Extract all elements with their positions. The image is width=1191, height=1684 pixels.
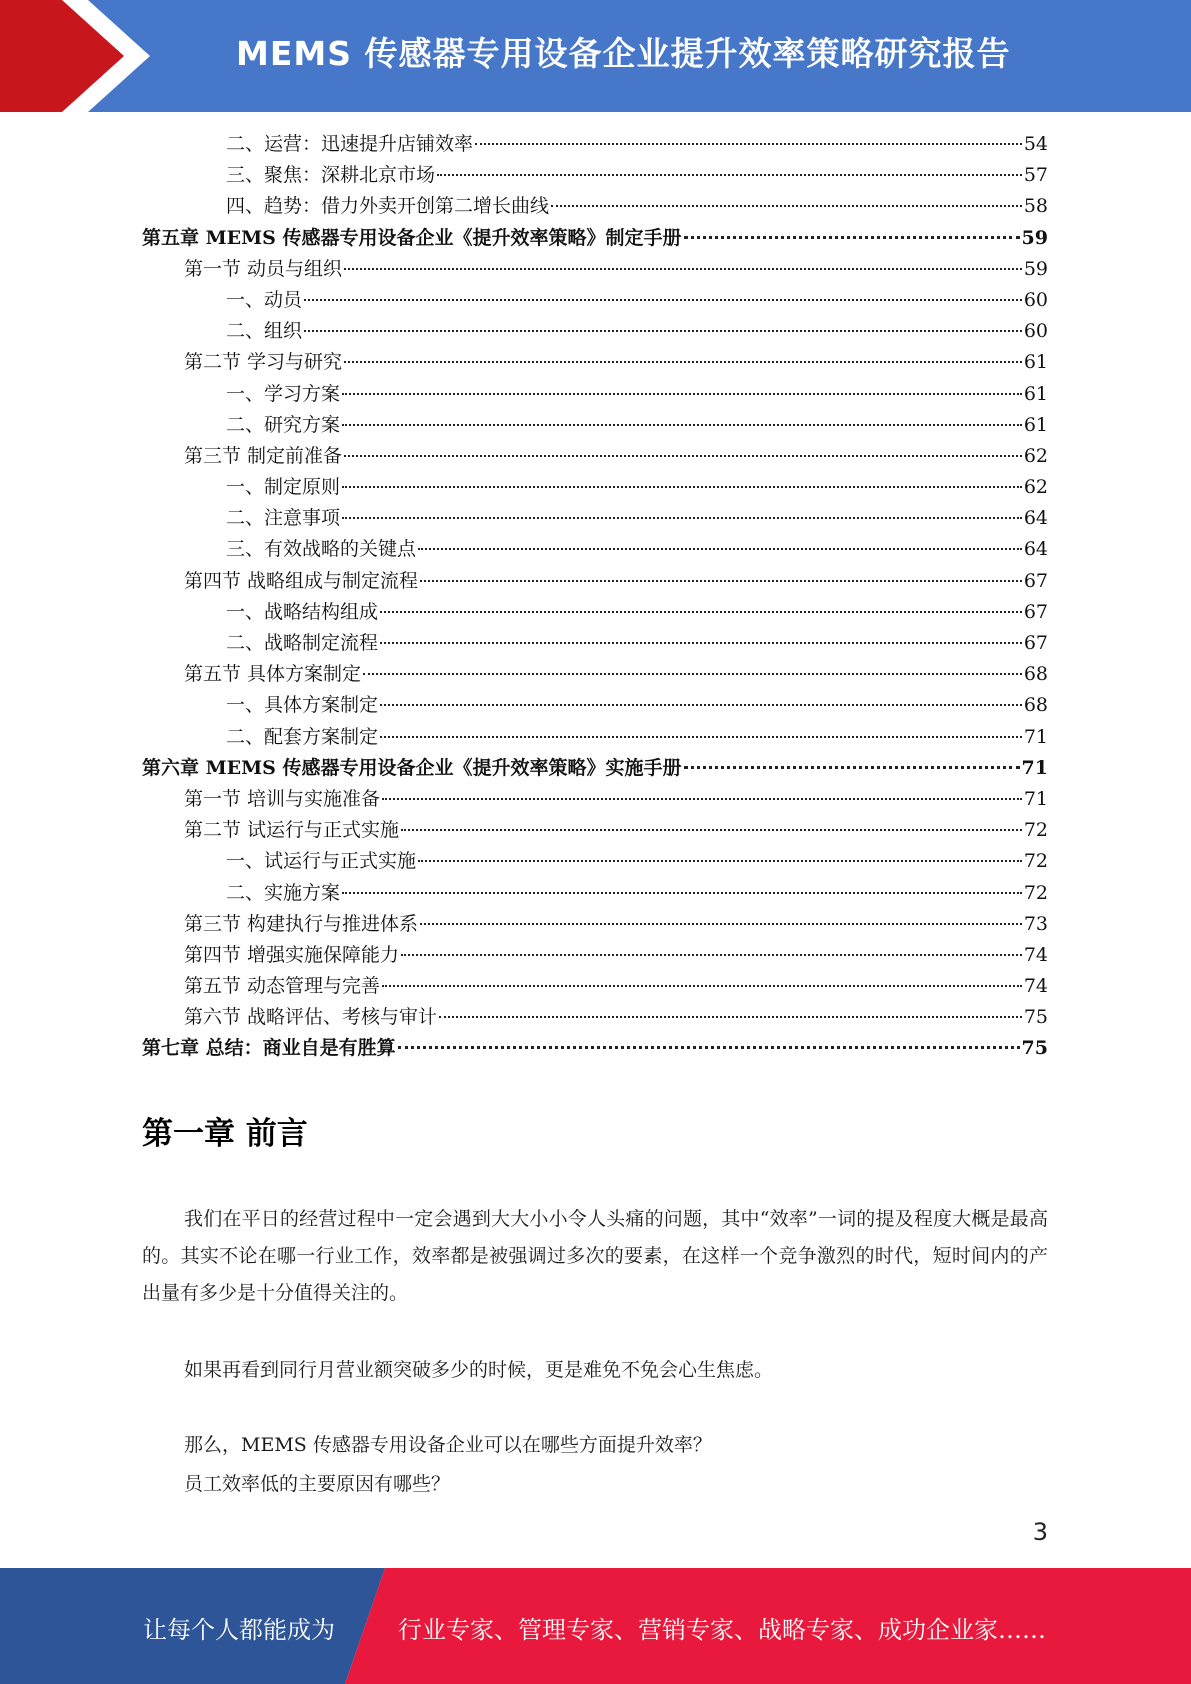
toc-entry-label: 第四节 增强实施保障能力	[184, 943, 400, 966]
toc-entry-page: 67	[1023, 569, 1048, 592]
toc-entry-page: 72	[1023, 881, 1048, 904]
toc-entry-label: 第六章 MEMS 传感器专用设备企业《提升效率策略》实施手册	[142, 756, 682, 779]
toc-entry-page: 64	[1023, 507, 1048, 530]
toc-entry-label: 二、组织	[226, 320, 303, 343]
toc-entry-page: 61	[1023, 351, 1048, 374]
toc-dot-leader	[304, 299, 1022, 301]
toc-dot-leader	[382, 985, 1022, 987]
toc-entry-page: 68	[1023, 663, 1048, 686]
toc-dot-leader	[437, 174, 1022, 176]
toc-dot-leader	[344, 361, 1022, 363]
toc-entry-label: 一、制定原则	[226, 476, 341, 499]
toc-dot-leader	[420, 923, 1022, 925]
toc-entry[interactable]	[142, 659, 1048, 690]
toc-entry[interactable]	[142, 753, 1048, 784]
toc-dot-leader	[342, 892, 1022, 894]
toc-entry-label: 第五章 MEMS 传感器专用设备企业《提升效率策略》制定手册	[142, 226, 682, 249]
toc-entry-label: 一、动员	[226, 288, 303, 311]
toc-entry-page: 74	[1023, 975, 1048, 998]
toc-entry-label: 三、聚焦：深耕北京市场	[226, 164, 436, 187]
toc-dot-leader	[684, 766, 1020, 769]
body-paragraph-2: 如果再看到同行月营业额突破多少的时候，更是难免不免会心生焦虑。	[184, 1359, 774, 1381]
toc-entry-page: 62	[1023, 444, 1048, 467]
toc-dot-leader	[401, 829, 1022, 831]
toc-entry-page: 59	[1021, 226, 1048, 249]
toc-entry[interactable]	[142, 254, 1048, 285]
toc-entry-page: 72	[1023, 819, 1048, 842]
toc-dot-leader	[342, 393, 1022, 395]
toc-dot-leader	[418, 548, 1022, 550]
toc-entry-label: 第三节 制定前准备	[184, 444, 343, 467]
toc-entry-page: 61	[1023, 413, 1048, 436]
toc-entry[interactable]	[142, 534, 1048, 565]
toc-entry[interactable]	[142, 909, 1048, 940]
toc-dot-leader	[380, 736, 1022, 738]
toc-entry-page: 71	[1021, 756, 1048, 779]
toc-entry-label: 第七章 总结：商业自是有胜算	[142, 1037, 396, 1060]
toc-dot-leader	[382, 798, 1022, 800]
toc-dot-leader	[439, 1016, 1022, 1018]
toc-dot-leader	[420, 580, 1022, 582]
toc-entry-page: 58	[1023, 195, 1048, 218]
toc-entry-label: 二、研究方案	[226, 413, 341, 436]
toc-entry-label: 第三节 构建执行与推进体系	[184, 912, 419, 935]
toc-entry-page: 71	[1023, 725, 1048, 748]
toc-entry-label: 第五节 动态管理与完善	[184, 975, 381, 998]
toc-dot-leader	[380, 642, 1022, 644]
toc-entry[interactable]	[142, 285, 1048, 316]
toc-entry[interactable]	[142, 472, 1048, 503]
toc-entry-label: 第二节 试运行与正式实施	[184, 819, 400, 842]
toc-entry-page: 75	[1021, 1037, 1048, 1060]
toc-entry[interactable]	[142, 347, 1048, 378]
toc-entry-page: 61	[1023, 382, 1048, 405]
toc-entry[interactable]	[142, 971, 1048, 1002]
toc-dot-leader	[380, 611, 1022, 613]
toc-entry-page: 67	[1023, 632, 1048, 654]
toc-entry-label: 一、学习方案	[226, 382, 341, 405]
toc-entry-page: 71	[1023, 787, 1048, 810]
toc-entry-label: 第六节 战略评估、考核与审计	[184, 1006, 438, 1029]
table-of-contents	[142, 129, 1048, 1065]
toc-entry-label: 二、配套方案制定	[226, 725, 379, 748]
toc-dot-leader	[363, 673, 1022, 675]
toc-entry[interactable]	[142, 223, 1048, 254]
toc-dot-leader	[380, 704, 1022, 706]
toc-entry-page: 64	[1023, 538, 1048, 561]
toc-entry[interactable]	[142, 379, 1048, 410]
toc-dot-leader	[418, 860, 1022, 862]
toc-entry-label: 第一节 动员与组织	[184, 257, 343, 280]
toc-entry[interactable]	[142, 722, 1048, 753]
toc-entry-page: 60	[1023, 320, 1048, 343]
toc-entry-label: 二、实施方案	[226, 881, 341, 904]
toc-entry-label: 一、试运行与正式实施	[226, 850, 417, 873]
toc-entry[interactable]	[142, 784, 1048, 815]
toc-dot-leader	[475, 143, 1022, 145]
footer-slogan-left: 让每个人都能成为	[143, 1616, 335, 1644]
toc-dot-leader	[551, 205, 1022, 207]
toc-entry[interactable]	[142, 940, 1048, 971]
toc-entry-page: 73	[1023, 912, 1048, 935]
toc-entry[interactable]	[142, 441, 1048, 472]
toc-dot-leader	[344, 455, 1022, 457]
toc-entry-page: 75	[1023, 1006, 1048, 1029]
toc-dot-leader	[342, 486, 1022, 488]
toc-entry[interactable]	[142, 878, 1048, 909]
toc-entry[interactable]	[142, 191, 1048, 222]
toc-entry-page: 57	[1023, 164, 1048, 187]
toc-entry-label: 三、有效战略的关键点	[226, 538, 417, 561]
toc-entry-page: 54	[1023, 133, 1048, 155]
toc-entry[interactable]	[142, 316, 1048, 347]
toc-entry-page: 74	[1023, 943, 1048, 966]
toc-entry[interactable]	[142, 846, 1048, 877]
toc-entry[interactable]	[142, 690, 1048, 721]
toc-dot-leader	[342, 517, 1022, 519]
toc-entry[interactable]	[142, 1002, 1048, 1033]
body-paragraph-1: 我们在平日的经营过程中一定会遇到大大小小令人头痛的问题，其中“效率”一词的提及程度大概是最高的。其实不论在哪一行业工作，效率都是被强调过多次的要素，在这样一个竞争激烈的时代，短时间内的产出量有多少是十分值得关注的。	[142, 1208, 1048, 1304]
toc-entry-page: 59	[1023, 257, 1048, 280]
toc-entry-label: 第二节 学习与研究	[184, 351, 343, 374]
body-paragraph-4: 员工效率低的主要原因有哪些？	[184, 1473, 451, 1495]
toc-entry-label: 一、战略结构组成	[226, 600, 379, 623]
page-footer	[0, 1568, 1191, 1684]
header-title: MEMS 传感器专用设备企业提升效率策略研究报告	[236, 34, 1011, 73]
chapter-title: 第一章 前言	[142, 1116, 308, 1152]
toc-entry[interactable]	[142, 1033, 1048, 1064]
toc-entry-page: 62	[1023, 476, 1048, 499]
toc-dot-leader	[344, 268, 1022, 270]
toc-entry[interactable]	[142, 628, 1048, 659]
page-number: 3	[1032, 1518, 1048, 1546]
toc-entry-label: 二、运营：迅速提升店铺效率	[226, 133, 474, 155]
toc-entry-page: 60	[1023, 288, 1048, 311]
toc-dot-leader	[342, 424, 1022, 426]
toc-dot-leader	[304, 330, 1022, 332]
toc-dot-leader	[401, 954, 1022, 956]
toc-entry[interactable]	[142, 566, 1048, 597]
toc-entry-label: 四、趋势：借力外卖开创第二增长曲线	[226, 195, 550, 218]
toc-entry[interactable]	[142, 160, 1048, 191]
page-header	[0, 0, 1191, 112]
toc-entry[interactable]	[142, 503, 1048, 534]
toc-entry-label: 二、战略制定流程	[226, 632, 379, 654]
toc-entry[interactable]	[142, 129, 1048, 160]
toc-dot-leader	[684, 236, 1020, 239]
toc-entry-label: 第四节 战略组成与制定流程	[184, 569, 419, 592]
toc-entry[interactable]	[142, 597, 1048, 628]
toc-entry-label: 二、注意事项	[226, 507, 341, 530]
footer-slogan-right: 行业专家、管理专家、营销专家、战略专家、成功企业家……	[398, 1616, 1046, 1644]
toc-entry-page: 67	[1023, 600, 1048, 623]
toc-entry-page: 72	[1023, 850, 1048, 873]
toc-entry-label: 第一节 培训与实施准备	[184, 787, 381, 810]
header-arrow-decoration	[0, 0, 160, 112]
toc-entry[interactable]	[142, 815, 1048, 846]
toc-entry[interactable]	[142, 410, 1048, 441]
toc-entry-page: 68	[1023, 694, 1048, 717]
toc-entry-label: 一、具体方案制定	[226, 694, 379, 717]
body-paragraph-3: 那么，MEMS 传感器专用设备企业可以在哪些方面提升效率？	[184, 1434, 712, 1456]
toc-dot-leader	[398, 1046, 1020, 1049]
toc-entry-label: 第五节 具体方案制定	[184, 663, 362, 686]
